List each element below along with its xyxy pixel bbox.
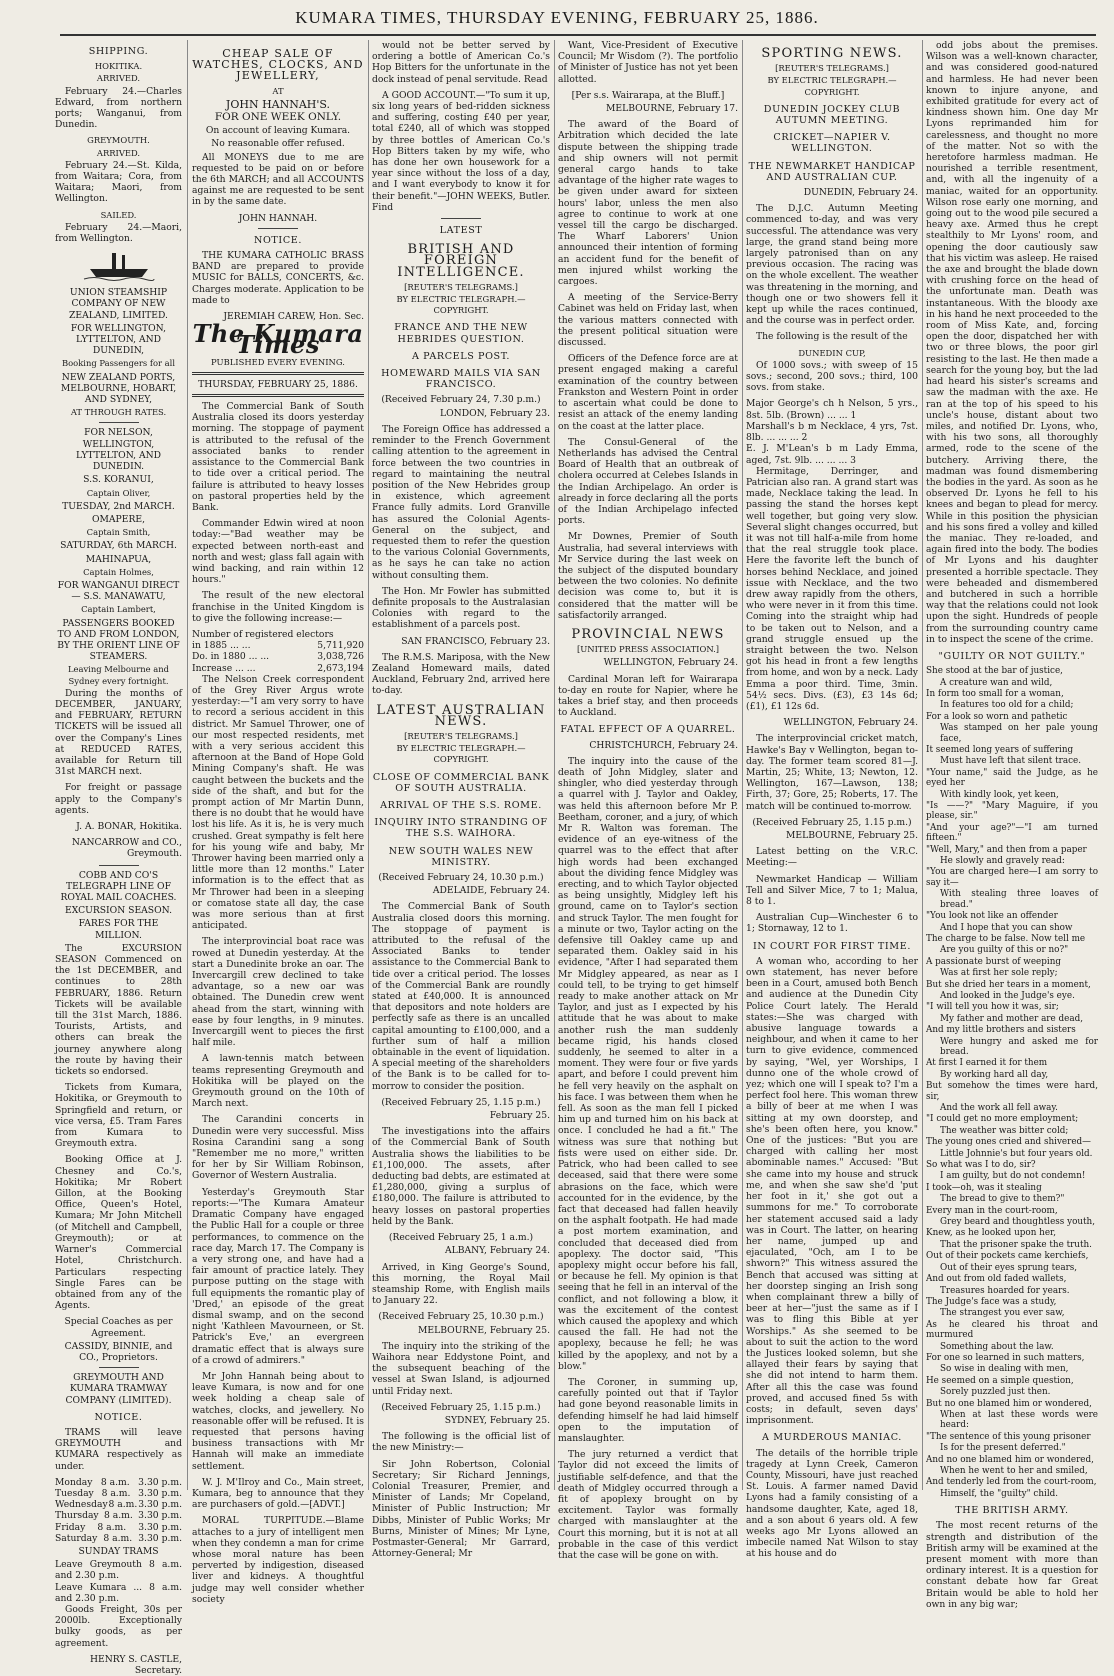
published-every-evening: PUBLISHED EVERY EVENING. <box>211 356 345 367</box>
poem-line: In form too small for a woman, <box>926 688 1064 699</box>
poem-line: The bread to give to them?" <box>940 1194 1065 1205</box>
poem-line: I am guilty, but do not condemn! <box>940 1171 1086 1182</box>
result-3: E. J. M'Lean's b m Lady Emma, aged, 7st. 9lb. ... ... ... 3 <box>746 443 918 466</box>
article-downes: Mr Downes, Premier of South Australia, had several interviews with Mr Service during the last week on the subject of the disputed boundary between the two colonies. No definite decision was come to, but it is considered that the matter will be satisfactorily arranged. <box>558 531 738 621</box>
poem-line: It seemed long years of suffering <box>926 745 1074 756</box>
usc-nelson: FOR NELSON, WELLINGTON, LYTTELTON, AND DUNEDIN. <box>75 427 162 473</box>
cobb-proprietors: CASSIDY, BINNIE, and CO., Proprietors. <box>64 1340 173 1363</box>
article-boat-race: The interprovincial boat race was rowed at Dunedin yesterday. At the start a Dunedinite broke an oar. The Invercargill crew declined to take advantage, so a new oar was obtained. The Dunedin crew went ahead from the start, winning with ease by four lengths, in 9 minutes. Invercargill went to pieces the first half mile. <box>192 936 364 1049</box>
poem-line: With stealing three loaves of bread." <box>940 889 1098 910</box>
at-label: AT <box>272 85 284 96</box>
passengers-booked: PASSENGERS BOOKED TO AND FROM LONDON, BY THE ORIENT LINE OF STEAMERS. <box>57 617 180 663</box>
waihora-heading: INQUIRY INTO STRANDING OF THE S.S. WAIHORA. <box>374 817 548 840</box>
poem-line: The charge to be false. Now tell me <box>926 933 1086 944</box>
poem-line: And I hope that you can show <box>940 922 1073 933</box>
dunedin-cup: DUNEDIN CUP, <box>798 347 866 358</box>
poem-line: And no one blamed him or wondered, <box>926 1454 1094 1465</box>
hokitika-heading: HOKITIKA. <box>94 61 143 72</box>
poem-line: Was at first her sole reply; <box>940 968 1058 979</box>
column-divider <box>742 40 743 1490</box>
article-maniac: The details of the horrible triple tragedy at Lynn Creek, Cameron County, Missouri, have just reached St. Louis. A farmer named David Lyons had a family consisting of a handsome daughter, Kate, aged 18, and a son about 6 years old. A few weeks ago Mr Lyons allowed an imbecile named Nat Wilson to stay at his house and do <box>746 1447 918 1560</box>
return-tickets: During the months of DECEMBER, JANUARY, and FEBRUARY, RETURN TICKETS will be issued all over the Company's Lines at REDUCED RATES, available for Return till 31st MARCH next. <box>55 687 182 778</box>
greymouth-heading: GREYMOUTH. <box>87 135 150 146</box>
article-franchise: The result of the new electoral franchise in the United Kingdom is to give the following increase:— <box>192 590 364 624</box>
excursion-season: EXCURSION SEASON. <box>64 905 173 917</box>
article-mcilroy: W. J. M'Ilroy and Co., Main street, Kumara, beg to announce that they are purchasers of gold.—[ADVT.] <box>192 1476 364 1511</box>
result-1: Major George's ch h Nelson, 5 yrs., 8st. 5lb. (Brown) ... ... 1 <box>746 398 918 421</box>
carew-sig: JEREMIAH CAREW, Hon. Sec. <box>223 311 364 323</box>
divider <box>99 422 139 423</box>
tickets-text: Tickets from Kumara, Hokitika, or Greymouth to Springfield and return, or vice versa, £5. Tram Fares from Kumara to Greymouth extra. <box>55 1082 182 1150</box>
reuters-label: [REUTER'S TELEGRAMS.] <box>404 281 518 292</box>
dateline-melbourne: MELBOURNE, February 25. <box>785 830 918 841</box>
mahinapua-captain: Captain Holmes, <box>83 566 154 577</box>
received-line: (Received February 25, 1.15 p.m.) <box>381 1401 541 1413</box>
dateline-wellington: WELLINGTON, February 24. <box>603 657 738 669</box>
column-4 <box>558 40 738 1561</box>
poem-line: So wise in dealing with men, <box>940 1364 1069 1375</box>
poem-line: And tenderly led from the court-room, <box>926 1477 1097 1488</box>
article-mariposa: The R.M.S. Mariposa, with the New Zealand Homeward mails, dated Auckland, February 2nd, arrived here to-day. <box>372 651 550 697</box>
article-defence: Officers of the Defence force are at present engaged making a careful examination of the country between Frankston and Western Point in order to ascertain what could be done to resist an attack of the enemy landing on the coast at the latter place. <box>558 353 738 432</box>
poem-line: That the prisoner spake the truth. <box>940 1239 1092 1250</box>
poem-line: Grey beard and thoughtless youth, <box>940 1217 1096 1228</box>
table-row: Increase ... ... 2,673,194 <box>192 662 364 674</box>
article-arbitration: The award of the Board of Arbitration which decided the late dispute between the shipping trade and ship owners will not permit general cargo hands to take advantage of the higher rate wages to be given under award for sixteen hours' labor, unless the men also agree to continue to work at one vessel till the cargo be discharged. The Wharf Laborers' Union announced their intention of forming an accident fund for the benefit of men injured whilst working the cargoes. <box>558 119 738 288</box>
leaving-kumara: On account of leaving Kumara. <box>205 125 351 137</box>
koranui-captain: Captain Oliver, <box>86 487 151 498</box>
article-moral: MORAL TURPITUDE.—Blame attaches to a jury of intelligent men when they condemn a man for crime whose moral nature has been perverted by indigestion, diseased liver and kidneys. A thoughtful judge may well consider whether society <box>192 1515 364 1605</box>
poem-line: Every man in the court-room, <box>926 1205 1058 1216</box>
fatal-heading: FATAL EFFECT OF A QUARREL. <box>560 724 736 736</box>
provincial-heading: PROVINCIAL NEWS <box>571 626 725 642</box>
usc-route: FOR WELLINGTON, LYTTELTON, AND DUNEDIN, <box>70 322 167 357</box>
poem-line: When at last these words were heard: <box>940 1409 1098 1431</box>
article-army: The most recent returns of the strength and distribution of the British army will be examined at the present moment with more than ordinary interest. It is a question for constant debate how far Great Britain would be able to hold her own in any big war; <box>926 1520 1098 1610</box>
article-ministry-list: Sir John Robertson, Colonial Secretary; Sir Richard Jennings, Colonial Treasurer, Premier, and Minister of Lands; Mr Copeland, Minister of Public Instruction; Mr Dibbs, Minister of Public Works; Mr Burns, Minister of Mines; Mr Lyne, Postmaster-General; Mr Garrard, Attorney-General; Mr <box>372 1458 550 1560</box>
poem-line: "I will tell you how it was, sir; <box>926 1002 1059 1013</box>
maniac-heading: A MURDEROUS MANIAC. <box>762 1432 902 1444</box>
poem-line: "And your age?"—"I am turned fifteen." <box>926 822 1098 844</box>
omapere: OMAPERE, <box>91 513 145 525</box>
article-race: Hermitage, Derringer, and Patrician also ran. A grand start was made, Necklace taking the lead. In passing the stand the horses kept well together, but going very slow. Several slight changes occurred, but it was not till half-a-mile from home that the real struggle took place. Here the favorite left the bunch of horses behind Necklace, and joined issue with Necklace, and the two drew away rapidly from the others, who were never in it from this time. Coming into the straight whip had to be taken out to Nelson, and a grand struggle ensued up the straight between the two. Nelson got his head in front a few lengths from home, and won by a neck. Lady Emma a poor third. Time, 3min. 54½ secs. Divs. (£3), £3 14s 6d; (£1), £1 12s 6d. <box>746 465 918 712</box>
article-hop-bitters: would not be better served by ordering a bottle of American Co.'s Hop Bitters for the unfortunate in the dock instead of penal servitude. Read <box>372 40 550 85</box>
latest-aus-heading: LATEST AUSTRALIAN NEWS. <box>376 702 546 729</box>
special-coaches: Special Coaches as per Agreement. <box>64 1316 173 1339</box>
article-carandini: The Carandini concerts in Dunedin were very successful. Miss Rosina Carandini sang a song "Remember me no more," written for her by Sir William Robinson, Governor of Western Australia. <box>192 1114 364 1182</box>
dateline-feb25: February 25. <box>489 1110 550 1122</box>
article-good-account: A GOOD ACCOUNT.—"To sum it up, six long years of bed-ridden sickness and suffering, costing £40 per year, total £240, all of which was stopped by three bottles of American Co.'s Hop Bitters taken by my wife, who has done her own housework for a year since without the loss of a day, and I want everybody to know it for their benefit."—JOHN WEEKS, Butler. Find <box>372 89 550 213</box>
poem-line: He slowly and gravely read: <box>940 856 1065 867</box>
dateline-albany: ALBANY, February 24. <box>445 1245 550 1257</box>
dateline-sydney: SYDNEY, February 25. <box>444 1414 550 1426</box>
article-inquiry: The inquiry into the cause of the death of John Midgley, slater and shingler, who died yesterday through a quarrel with J. Taylor and Oakley, was held this afternoon before Mr P. Beetham, coroner, and a jury, of which Mr R. Walton was foreman. The evidence of an eye-witness of the quarrel was to the effect that after high words had been exchanged about the dividing fence Midgley was erecting, and to which Taylor objected as being unsightly, Midgley left his ground, came on to Taylor's section and struck Taylor. The men fought for a minute or two, Taylor acting on the defensive till Oakley came up and separated them. Oakley said in his evidence, "After I had separated them Mr Midgley appeared, as near as I could tell, to be trying to get himself ready to make another attack on Mr Taylor, and just as I expected by his attitude that he was about to make another rush the man suddenly became rigid, his hands closed suddenly, he seemed to alter in a moment. They were four or five yards apart, and before I could prevent him he fell very heavily on the asphalt on his face. I was between them when he fell. As soon as the man fell I picked him up and turned him on his back at once. I concluded he had a fit." The witness was sure that nothing but fists were used on either side. Dr. Patrick, who had been called to see deceased, said that there were some abrasions on the face, which were accounted for in the evidence, by the fact that deceased had fallen heavily on the asphalt footpath. He had made a post mortem examination, and concluded that deceased died from apoplexy. The doctor said, "This apoplexy might occur before his fall, or because he fell. My opinion is that seeing that he fell in an interval of the conflict, and not following a blow, it was the excitement of the contest which caused the apoplexy and which caused the fall. He had not the apoplexy, because he fell; he was killed by the apoplexy, and not by a blow." <box>558 755 738 1372</box>
article-cup: Australian Cup—Winchester 6 to 1; Stornaway, 12 to 1. <box>746 912 918 935</box>
header-rule <box>60 34 1096 36</box>
poem-line: "You are charged here—I am sorry to say it— <box>926 867 1098 888</box>
tramway-title: GREYMOUTH AND KUMARA TRAMWAY COMPANY (LIMITED). <box>65 1372 172 1406</box>
table-row: Wednesday 8 a.m. 3.30 p.m. <box>55 1499 182 1511</box>
article-djc: The D.J.C. Autumn Meeting commenced to-day, and was very successful. The attendance was very large, the grand stand being more largely patronised than on any previous occasion. The racing was on the whole excellent. The weather was threatening in the morning, and though one or two showers fell it kept up while the races continued, and the course was in perfect order. <box>746 203 918 327</box>
voters-label: Number of registered electors <box>192 628 334 640</box>
booking-office: Booking Office at J. Chesney and Co.'s, Hokitika; Mr Robert Gillon, at the Booking Office, Queen's Hotel, Kumara; Mr John Mitchell (of Mitchell and Campbell, Greymouth); or at Warner's Commercial Hotel, Christchurch. Particulars respecting Single Fares can be obtained from any of the Agents. <box>55 1154 182 1312</box>
poem-line: "Well, Mary," and then from a paper <box>926 844 1087 855</box>
reuters-label: [REUTER'S TELEGRAMS.] <box>404 730 518 741</box>
omapere-captain: Captain Smith, <box>86 527 151 538</box>
divider <box>258 228 298 229</box>
omapere-date: SATURDAY, 6th MARCH. <box>60 540 177 552</box>
greymouth-sailed: February 24.—Maori, from Wellington. <box>55 221 182 245</box>
article-betting: Latest betting on the V.R.C. Meeting:— <box>746 846 918 869</box>
court-heading: IN COURT FOR FIRST TIME. <box>753 940 911 952</box>
newmarket-heading: THE NEWMARKET HANDICAP AND AUSTRALIAN CUP. <box>748 160 916 183</box>
cup-terms: Of 1000 sovs.; with sweep of 15 sovs.; second, 200 sovs.; third, 100 sovs. from stake. <box>746 359 918 394</box>
wanganui: FOR WANGANUI DIRECT— S.S. MANAWATU, <box>57 579 180 603</box>
poem-line: At first I earned it for them <box>926 1058 1048 1069</box>
tram-schedule <box>55 1477 182 1544</box>
poem-line: A creature wan and wild, <box>940 677 1053 688</box>
poem-line: By working hard all day, <box>940 1069 1049 1080</box>
divider <box>441 218 481 219</box>
table-row: Do. in 1880 ... ... 3,038,726 <box>192 651 364 663</box>
poem-line: Out of their pockets came kerchiefs, <box>926 1251 1089 1262</box>
secretary-sig: HENRY S. CASTLE, Secretary. <box>90 1653 182 1676</box>
article-cholera: The Consul-General of the Netherlands has advised the Central Board of Health that an outbreak of cholera occurred at Celebes Islands in the Indian Archipelago. An order is already in force declaring all the ports of the Indian Archipelago infected ports. <box>558 436 738 527</box>
hannah-sig: JOHN HANNAH. <box>238 212 318 224</box>
poem-line: Must have left that silent trace. <box>940 756 1082 767</box>
table-row: Friday 8 a.m. 3.30 p.m. <box>55 1521 182 1533</box>
guilty-heading: "GUILTY OR NOT GUILTY." <box>938 650 1086 662</box>
excursion-text: The EXCURSION SEASON Commenced on the 1st DECEMBER, and continues to 28th FEBRUARY, 1886. Return Tickets will be available till the 31st March, 1886. Tourists, Artists, and others can break the journey anywhere along the route by having their tickets so endorsed. <box>55 942 182 1078</box>
poem-line: Was stamped on her pale young face, <box>940 723 1098 744</box>
article-tennis: A lawn-tennis match between teams representing Greymouth and Hokitika will be played on the Greymouth ground on the 10th of March next. <box>192 1053 364 1110</box>
cricket-heading: CRICKET—NAPIER V. WELLINGTON. <box>773 132 891 155</box>
poem-line: Were hungry and asked me for bread. <box>940 1036 1098 1057</box>
article-maniac-cont: odd jobs about the premises. Wilson was a well-known character, and was considered good-natured and harmless. He had never been known to injure anyone, and exhibited gratitude for every act of kindness shown him. One day Mr Lyons reprimanded him for carelessness, and thought no more of the matter. Not so with the heretofore harmless madman. He nourished a terrible resentment, and, with all the ingenuity of a maniac, waited for an opportunity. Wilson rose early one morning, and going out to the wood pile secured a heavy axe. Armed thus he crept stealthily to Mr Lyons' room, and opening the door cautiously saw that his victim was asleep. He raised the axe and brought the blade down with crushing force on the head of the unfortunate man. Death was instantaneous. With the bloody axe in his hand he next proceeded to the room of Miss Kate, and, forcing open the door, dispatched her with two or three blows, the poor girl resisting to the last. He then made a search for the young boy, but the lad had heard his sister's screams and saw the madman with the axe. He ran at the top of his speed to his uncle's house, distant about two miles, and notified Dr. Lyons, who, with his two sons, all thoroughly armed, rode to the scene of the butchery. Arriving there, the madman was found dismembering the bodies in the yard. As soon as he observed Dr. Lyons he fell to his knees and began to plead for mercy. While in this position the physician and his sons fired a volley and killed the maniac. They re-loaded, and again fired into the body. The bodies of Mr Lyons and his daughter presented a horrible spectacle. They were beheaded and dismembered and butchered in such a horrible way that the relations could not look upon the sight. Hundreds of people from the surrounding country came in to inspect the scene of the crime. <box>926 40 1098 645</box>
article-verdict: The jury returned a verdict that Taylor did not exceed the limits of justifiable self-defence, and that the death of Midgley occurred through a fit of apoplexy brought on by excitement. Taylor was formally charged with manslaughter at the Court this morning, but it is not at all probable in the case of this verdict that the case will be gone on with. <box>558 1449 738 1561</box>
cheap-sale-heading: CHEAP SALE OF WATCHES, CLOCKS, AND JEWELLERY, <box>192 47 364 83</box>
close-bank-heading: CLOSE OF COMMERCIAL BANK OF SOUTH AUSTRALIA. <box>372 771 550 794</box>
received-line: (Received February 25, 1.15 p.m.) <box>381 1096 541 1108</box>
leaving-melbourne: Leaving Melbourne and Sydney every fortnight. <box>67 664 170 686</box>
article-hannah: Mr John Hannah being about to leave Kumara, is now and for one week holding a cheap sale of watches, clocks, and jewellery. No reasonable offer will be refused. It is requested that persons having business transactions with Mr Hannah will make an immediate settlement. <box>192 1370 364 1472</box>
column-2 <box>192 40 364 1605</box>
greymouth-arrivals: February 24.—St. Kilda, from Waitara; Cora, from Waitara; Maori, from Wellington. <box>55 159 182 205</box>
usc-through: AT THROUGH RATES. <box>70 407 167 418</box>
poem-line: "Is ——?" "Mary Maguire, if you please, sir." <box>926 801 1098 822</box>
one-week: FOR ONE WEEK ONLY. <box>214 111 342 124</box>
column-1 <box>55 40 182 1676</box>
poem-line: I took—oh, was it stealing <box>926 1182 1042 1193</box>
bfi-heading: BRITISH AND FOREIGN INTELLIGENCE. <box>397 242 525 280</box>
poem-line: When he went to her and smiled, <box>940 1466 1088 1477</box>
poem-line: Something about the law. <box>940 1341 1054 1352</box>
column-6 <box>926 40 1098 1610</box>
manawatu-captain: Captain Lambert, <box>81 604 156 615</box>
agent-nancarrow: NANCARROW and CO., Greymouth. <box>71 837 182 860</box>
poem-line: As he cleared his throat and murmured <box>926 1319 1098 1341</box>
received-line: (Received February 25, 1 a.m.) <box>388 1232 534 1244</box>
article-coroner: The Coroner, in summing up, carefully pointed out that if Taylor had gone beyond reasonable limits in defending himself he had laid himself open to the imputation of manslaughter. <box>558 1376 738 1444</box>
poem <box>926 666 1098 1499</box>
mahinapua: MAHINAPUA, <box>85 553 152 565</box>
column-divider <box>922 40 923 1490</box>
usc-ports: NEW ZEALAND PORTS, MELBOURNE, HOBART, AND SYDNEY, <box>60 371 177 406</box>
received-line: (Received February 25, 1.15 p.m.) <box>752 816 912 828</box>
poem-line: "The sentence of this young prisoner <box>926 1431 1091 1442</box>
fares-million: FARES FOR THE MILLION. <box>78 918 159 941</box>
djc-heading: DUNEDIN JOCKEY CLUB AUTUMN MEETING. <box>763 103 901 127</box>
poem-line: Little Johnnie's but four years old. <box>940 1148 1093 1159</box>
nsw-heading: NEW SOUTH WALES NEW MINISTRY. <box>388 845 534 868</box>
usc-title: UNION STEAMSHIP COMPANY OF NEW ZEALAND, LIMITED. <box>69 287 168 321</box>
rule <box>192 372 364 375</box>
no-offer: No reasonable offer refused. <box>211 138 345 150</box>
poem-line: My father and mother are dead, <box>940 1013 1084 1024</box>
dateline: THURSDAY, FEBRUARY 25, 1886. <box>198 378 358 390</box>
shipping-heading: SHIPPING. <box>88 46 149 57</box>
dateline-christchurch: CHRISTCHURCH, February 24. <box>589 739 738 751</box>
poem-line: In features too old for a child; <box>940 700 1074 711</box>
poem-line: "You look not like an offender <box>926 911 1058 922</box>
sunday-line-2: Leave Kumara ... 8 a.m. and 2.30 p.m. <box>55 1581 182 1604</box>
sporting-heading: SPORTING NEWS. <box>761 46 903 61</box>
column-divider <box>187 40 188 1490</box>
received-line: (Received February 24, 7.30 p.m.) <box>381 394 541 406</box>
sunday-line-1: Leave Greymouth 8 a.m. and 2.30 p.m. <box>55 1559 182 1582</box>
poem-line: Knew, as he looked upon her, <box>926 1228 1057 1239</box>
masthead: The Kumara Times <box>192 319 364 360</box>
poem-line: Are you guilty of this or no?" <box>940 945 1069 956</box>
voters-table <box>192 640 364 674</box>
article-moran: Cardinal Moran left for Wairarapa to-day en route for Napier, where he takes a brief stay, and then proceeds to Auckland. <box>558 673 738 719</box>
article-want: Want, Vice-President of Executive Council; Mr Wisdom (?). The portfolio of Minister of Justice has not yet been allotted. <box>558 40 738 85</box>
column-divider <box>554 40 555 1490</box>
steamship-icon <box>84 249 154 283</box>
received-line: (Received February 24, 10.30 p.m.) <box>378 872 544 883</box>
poem-line: The Judge's face was a study, <box>926 1296 1057 1307</box>
dateline-melbourne: MELBOURNE, February 25. <box>417 1324 550 1336</box>
article-foreign-office: The Foreign Office has addressed a reminder to the French Government calling attention to the agreement in force between the two countries in regard to maintaining the neutral position of the New Hebrides group in existence, which agreement France fully admits. Lord Granville has assured the Colonial Agents-General on the subject, and requested them to refer the question to the various Colonial Governments, as he says he can take no action without consulting them. <box>372 423 550 581</box>
article-commercial-bank: The Commercial Bank of South Australia closed doors this morning. The stoppage of payment is attributed to the refusal of the Associated Banks to tender assistance to the Commercial Bank to tide over a critical period. The losses of the Commercial Bank are roundly stated at £40,000. It is announced that depositors and note holders are perfectly safe as there is an uncalled capital amounting to £100,000, and a further sum of half a million obtainable in the event of liquidation. A special meeting of the shareholders of the Bank is to be called for to-morrow to consider the position. <box>372 901 550 1092</box>
article-cricket: The interprovincial cricket match, Hawke's Bay v Wellington, began to-day. The former team scored 81—J. Martin, 25; White, 13; Newton, 12. Wellington, 167—Lawson, 138; Firth, 37; Gore, 25; Roberts, 17. The match will be continued to-morrow. <box>746 733 918 812</box>
poem-line: But no one blamed him or wondered, <box>926 1398 1092 1409</box>
homeward-heading: HOMEWARD MAILS VIA SAN FRANCISCO. <box>381 368 541 391</box>
article-result-intro: The following is the result of the <box>756 331 908 343</box>
dateline-adelaide: ADELAIDE, February 24. <box>432 885 550 897</box>
poem-line: And out from old faded wallets, <box>926 1274 1067 1285</box>
article-cabinet: A meeting of the Service-Berry Cabinet was held on Friday last, when the various matters connected with the present political situation were discussed. <box>558 292 738 349</box>
poem-line: "I could get no more employment; <box>926 1114 1079 1125</box>
article-dramatic: Yesterday's Greymouth Star reports:—"The Kumara Amateur Dramatic Company have engaged the Public Hall for a couple or three performances, to commence on the race day, March 17. The Company is a very strong one, and have had a fair amount of practice lately. They purpose putting on the stage with full equipments the romantic play of 'Dred,' an episode of the great dismal swamp, and on the second night 'Kathleen Mavourneen, or St. Patrick's Eve,' an evergreen dramatic effect that is always sure of a crowd of admirers." <box>192 1186 364 1366</box>
poem-line: The weather was bitter cold; <box>940 1125 1069 1136</box>
army-heading: THE BRITISH ARMY. <box>955 1505 1069 1517</box>
poem-line: Is for the present deferred." <box>940 1443 1066 1454</box>
table-row: in 1885 ... ... 5,711,920 <box>192 640 364 652</box>
divider <box>99 865 139 866</box>
poem-line: A passionate burst of weeping <box>926 956 1061 967</box>
rome-heading: ARRIVAL OF THE S.S. ROME. <box>380 799 542 811</box>
table-row: Saturday 8 a.m. 3.30 p.m. <box>55 1532 182 1544</box>
divider <box>99 1367 139 1368</box>
trams-text: TRAMS will leave GREYMOUTH and KUMARA respectively as under. <box>55 1426 182 1472</box>
goods-freight: Goods Freight, 30s per 2000lb. Exceptionally bulky goods, as per agreement. <box>55 1603 182 1649</box>
article-waihora: The inquiry into the striking of the Waihora near Eddystone Point, and the subsequent beaching of the vessel at Swan Island, is adjourned until Friday next. <box>372 1340 550 1397</box>
result-2: Marshall's b m Necklace, 4 yrs, 7st. 8lb. ... ... ... 2 <box>746 420 918 444</box>
article-rome: Arrived, in King George's Sound, this morning, the Royal Mail steamship Rome, with English mails to January 22. <box>372 1261 550 1307</box>
poem-line: Treasures hoarded for years. <box>940 1285 1070 1296</box>
reuters-label: [REUTER'S TELEGRAMS.] <box>775 63 889 74</box>
poem-line: And my little brothers and sisters <box>926 1025 1076 1036</box>
dateline-melbourne: MELBOURNE, February 17. <box>605 103 738 115</box>
column-3 <box>372 40 550 1560</box>
tramway-notice: NOTICE. <box>94 1411 143 1423</box>
moneys-notice: All MONEYS due to me are requested to be paid on or before the 6th MARCH; and all ACCOUNTS against me are requested to be sent in by the same date. <box>192 151 364 208</box>
hannah-heading: JOHN HANNAH'S. <box>225 97 331 111</box>
dateline-sanfran: SAN FRANCISCO, February 23. <box>401 635 550 647</box>
dateline-dunedin: DUNEDIN, February 24. <box>803 187 918 199</box>
poem-line: And the work all fell away. <box>940 1103 1058 1114</box>
article-newmarket: Newmarket Handicap — William Tell and Silver Mice, 7 to 1; Malua, 8 to 1. <box>746 873 918 908</box>
freight-info: For freight or passage apply to the Company's agents. <box>55 782 182 816</box>
sunday-trams: SUNDAY TRAMS <box>78 1545 159 1557</box>
poem-line: She stood at the bar of justice, <box>926 666 1063 677</box>
article-court: A woman who, according to her own statement, has never before been in a Court, amused both Bench and audience at the Dunedin City Police Court lately. The Herald states:—She was charged with abusive language towards a neighbour, and when it came to her turn to give evidence, commenced by saying, "Wel, yer Worships, I dunno one of the whole crowd of yez; which one will I speak to? I'm a perfect fool here. This woman threw a billy of beer at me when I was sitting at my own doorstep, and she's been often here, you know." One of the justices: "But you are charged with calling her most abominable names." Accused: "But she came into my house and struck me, and when she saw she'd 'put her foot in it,' she got out a summons for me." To corroborate her statement accused said a lady was in Court. The latter, on hearing her name, jumped up and ejaculated, "Och, am I to be shworn?" This witness assured the Bench that accused was sitting at her doorstep singing an Irish song when complainant threw a billy of beer at her—"just the same as if I was to fling this Bible at yer Worships." As she seemed to be about to suit the action to the word the Justices looked solemn, but she allayed their fears by saying that she did not intend to harm them. After all this the case was found proved, and accused fined 5s with costs; in default, seven days' imprisonment. <box>746 955 918 1427</box>
poem-line: For one so learned in such matters, <box>926 1352 1085 1363</box>
page-header: KUMARA TIMES, THURSDAY EVENING, FEBRUARY 25, 1886. <box>295 8 819 27</box>
france-heading: FRANCE AND THE NEW HEBRIDES QUESTION. <box>394 322 528 345</box>
notice-heading: NOTICE. <box>253 234 303 246</box>
column-divider <box>368 40 369 1490</box>
poem-line: For a look so worn and pathetic <box>926 711 1068 722</box>
poem-line: Out of their eyes sprung tears, <box>940 1262 1078 1273</box>
table-row: Tuesday 8 a.m. 3.30 p.m. <box>55 1487 182 1499</box>
received-line: (Received February 25, 10.30 p.m.) <box>378 1311 544 1323</box>
poem-line: "Your name," said the Judge, as he eyed her <box>926 767 1098 789</box>
poem-line: The strangest you ever saw, <box>940 1308 1065 1319</box>
band-notice: THE KUMARA CATHOLIC BRASS BAND are prepared to provide MUSIC for BALLS, CONCERTS, &c. Charges moderate. Application to be made to <box>192 250 364 306</box>
poem-line: But somehow the times were hard, sir, <box>926 1081 1098 1102</box>
per-wairarapa: [Per s.s. Wairarapa, at the Bluff.] <box>571 89 725 101</box>
electric-label: BY ELECTRIC TELEGRAPH.—COPYRIGHT. <box>396 743 526 765</box>
arrived-label: ARRIVED. <box>96 147 141 158</box>
sailed-label: SAILED. <box>100 209 137 220</box>
poem-line: Sorely puzzled just then. <box>940 1387 1051 1398</box>
poem-line: The young ones cried and shivered— <box>926 1137 1091 1148</box>
electric-label: BY ELECTRIC TELEGRAPH.—COPYRIGHT. <box>396 294 526 316</box>
column-5 <box>746 40 918 1560</box>
poem-line: And looked in the Judge's eye. <box>940 990 1075 1001</box>
united-press: [UNITED PRESS ASSOCIATION.] <box>576 644 720 655</box>
agent-bonar: J. A. BONAR, Hokitika. <box>76 820 182 832</box>
arrived-label: ARRIVED. <box>96 73 141 84</box>
koranui: S.S. KORANUI, <box>83 474 154 486</box>
poem-line: But she dried her tears in a moment, <box>926 979 1091 990</box>
article-fowler: The Hon. Mr Fowler has submitted definite proposals to the Australasian Colonies with regard to the establishment of a parcels post. <box>372 585 550 631</box>
article-weather: Commander Edwin wired at noon today:—"Bad weather may be expected between north-east and north and west; glass fall again with wind backing, and rain within 12 hours." <box>192 518 364 586</box>
latest-heading: LATEST <box>439 225 483 237</box>
article-investigations: The investigations into the affairs of the Commercial Bank of South Australia shows the liabilities to be £1,100,000. The assets, after deducting bad debts, are estimated at £1,280,000, giving a surplus of £180,000. The failure is attributed to heavy losses on pastoral properties held by the Bank. <box>372 1126 550 1227</box>
electric-label: BY ELECTRIC TELEGRAPH.—COPYRIGHT. <box>767 75 897 97</box>
poem-line: With kindly look, yet keen, <box>940 789 1059 800</box>
parcels-heading: A PARCELS POST. <box>412 350 510 362</box>
article-bank: The Commercial Bank of South Australia closed its doors yesterday morning. The stoppage of payment is attributed to the refusal of the associated banks to render assistance to the Commercial Bank to tide over a critical period. The failure is attributed to heavy losses on pastoral properties held by the Bank. <box>192 401 364 513</box>
rule <box>192 394 364 397</box>
poem-line: He seemed on a simple question, <box>926 1375 1074 1386</box>
dateline-london: LONDON, February 23. <box>440 407 550 419</box>
cobb-title: COBB AND CO'S TELEGRAPH LINE OF ROYAL MAIL COACHES. <box>60 869 177 903</box>
poem-line: Himself, the "guilty" child. <box>940 1488 1059 1499</box>
article-accident: The Nelson Creek correspondent of the Grey River Argus wrote yesterday:—"I am very sorry to have to record a serious accident in this district. Mr Samuel Thrower, one of our most respected residents, met with a very serious accident this afternoon at the Band of Hope Gold Mining Company's shaft. He was caught between the buckets and the side of the shaft, and but for the prompt action of Mr Martin Dunn, there is no doubt that he would have lost his life. As it is, he is very much crushed. Great sympathy is felt here for his young wife and baby, Mr Thrower having been married only a little more than 12 months." Later information is to the effect that as Mr Thrower had been in a sleeping or comatose state all day, the case was more serious than at first anticipated. <box>192 673 364 932</box>
poem-line: So what was I to do, sir? <box>926 1160 1036 1171</box>
usc-booking: Booking Passengers for all <box>61 358 176 369</box>
dateline-wellington: WELLINGTON, February 24. <box>783 717 918 729</box>
hokitika-arrivals: February 24.—Charles Edward, from northern ports; Wanganui, from Dunedin. <box>55 85 182 131</box>
table-row: Monday 8 a.m. 3.30 p.m. <box>55 1476 182 1488</box>
koranui-date: TUESDAY, 2nd MARCH. <box>62 500 175 512</box>
table-row: Thursday 8 a.m. 3.30 p.m. <box>55 1510 182 1522</box>
article-ministry: The following is the official list of the new Ministry:— <box>372 1431 550 1454</box>
